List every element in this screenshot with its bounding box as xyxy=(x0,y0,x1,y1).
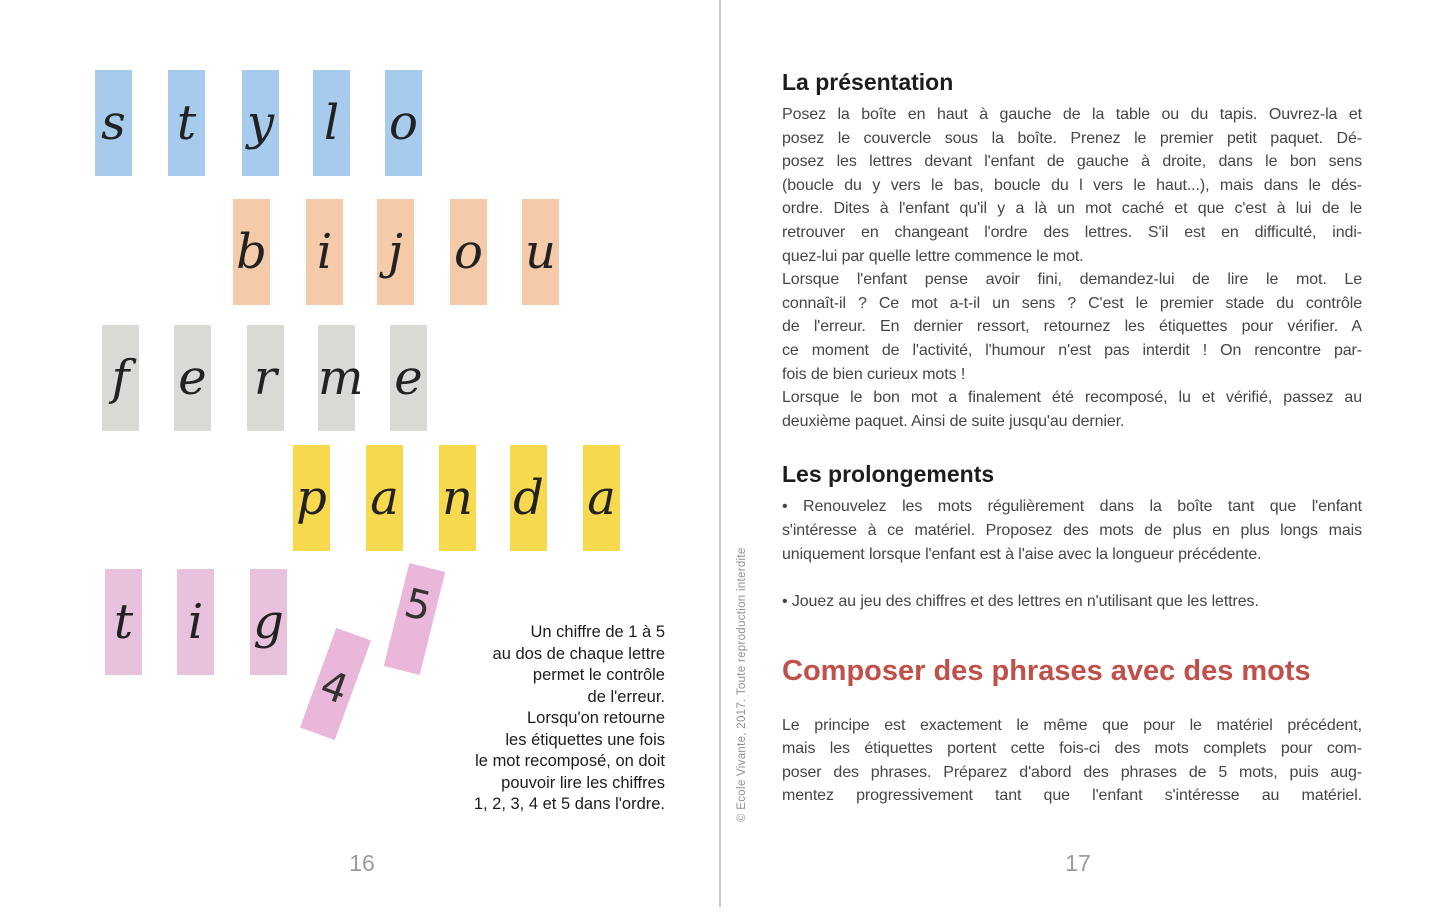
letter-glyph-m: m xyxy=(318,350,364,406)
page-divider xyxy=(719,0,721,907)
letter-tile-t xyxy=(105,569,142,675)
caption-line: permet le contrôle xyxy=(532,666,665,684)
text-line: poser des phrases. Préparez d'abord des phrases de 5 mots, puis aug- xyxy=(782,763,1362,781)
text-line: ce moment de l'activité, l'humour n'est pas interdit ! On rencontre par- xyxy=(782,341,1362,359)
text-line: mentez progressivement tant que l'enfant s'intéresse au matériel. xyxy=(782,787,1362,805)
digit-glyph-5: 5 xyxy=(399,580,436,631)
letter-tile-e xyxy=(390,325,427,431)
paragraph-block xyxy=(782,495,1362,566)
letter-tile-u xyxy=(522,199,559,305)
letter-glyph-d: d xyxy=(513,470,544,526)
letter-glyph-u: u xyxy=(525,224,556,280)
letter-tile-s xyxy=(95,70,132,176)
text-line: fois de bien curieux mots ! xyxy=(782,365,966,383)
letter-tile-a xyxy=(583,445,620,551)
text-line: Le principe est exactement le même que pour le matériel précédent, xyxy=(782,716,1362,734)
text-line: posez le couvercle sous la boîte. Prenez le premier petit paquet. Dé- xyxy=(782,129,1362,147)
text-line: s'intéresse à ce matériel. Proposez des mots de plus en plus longs mais xyxy=(782,521,1362,539)
paragraph-block xyxy=(782,103,1362,433)
letter-glyph-l: l xyxy=(323,95,340,151)
letter-glyph-g: g xyxy=(253,594,284,650)
letter-tile-j xyxy=(377,199,414,305)
letter-tile-p xyxy=(293,445,330,551)
letter-tile-b xyxy=(233,199,270,305)
paragraph-block xyxy=(782,590,1362,614)
letter-glyph-e: e xyxy=(178,350,207,406)
text-line: mais les étiquettes portent cette fois-ci des mots complets pour com- xyxy=(782,740,1362,758)
page-number-left: 16 xyxy=(349,850,375,876)
letter-tile-o xyxy=(385,70,422,176)
letter-glyph-i: i xyxy=(187,594,204,650)
letter-tile-d xyxy=(510,445,547,551)
letter-tile-m xyxy=(318,325,364,431)
letter-tile-o xyxy=(450,199,487,305)
letter-tile-l xyxy=(313,70,350,176)
text-line: connaît-il ? Ce mot a-t-il un sens ? C'est le premier stade du contrôle xyxy=(782,294,1362,312)
text-line: Lorsque l'enfant pense avoir fini, demandez-lui de lire le mot. Le xyxy=(782,271,1362,289)
letter-glyph-o: o xyxy=(389,95,418,151)
text-line: Lorsque le bon mot a finalement été recomposé, lu et vérifié, passez au xyxy=(782,389,1362,407)
tile-caption xyxy=(390,622,665,816)
letter-glyph-y: y xyxy=(246,95,275,151)
letter-glyph-i: i xyxy=(316,224,333,280)
letter-tile-y xyxy=(242,70,279,176)
letter-tile-f xyxy=(102,325,139,431)
caption-line: 1, 2, 3, 4 et 5 dans l'ordre. xyxy=(473,795,665,813)
section-heading: Composer des phrases avec des mots xyxy=(782,654,1311,687)
letter-glyph-j: j xyxy=(388,224,403,280)
caption-line: au dos de chaque lettre xyxy=(492,644,665,663)
text-line: posez les lettres devant l'enfant de gauche à droite, dans le bon sens xyxy=(782,153,1362,171)
letter-tile-4 xyxy=(300,628,371,740)
right-page-text-column xyxy=(782,68,1362,808)
text-line: de l'erreur. En dernier ressort, retournez les étiquettes pour vérifier. A xyxy=(782,318,1362,336)
letter-glyph-t: t xyxy=(113,594,134,650)
section-heading: Les prolongements xyxy=(782,461,995,488)
letter-glyph-p: p xyxy=(296,470,327,526)
caption-line: de l'erreur. xyxy=(587,687,665,706)
caption-line: Lorsqu'on retourne xyxy=(527,709,665,727)
letter-glyph-a: a xyxy=(587,470,616,526)
text-line: (boucle du y vers le bas, boucle du l vers le haut...), mais dans le dés- xyxy=(782,176,1362,194)
letter-glyph-b: b xyxy=(236,224,267,280)
section-heading: La présentation xyxy=(782,69,954,95)
letter-glyph-t: t xyxy=(176,95,197,151)
copyright-vertical-text: © Ecole Vivante, 2017. Toute reproduction interdite xyxy=(736,547,748,822)
caption-line: le mot recomposé, on doit xyxy=(475,752,665,770)
letter-glyph-n: n xyxy=(442,470,473,526)
letter-tile-a xyxy=(366,445,403,551)
letter-glyph-a: a xyxy=(370,470,399,526)
page-number-right: 17 xyxy=(1065,850,1091,876)
letter-tile-g xyxy=(250,569,287,675)
caption-line: Un chiffre de 1 à 5 xyxy=(530,623,665,641)
letter-tile-i xyxy=(177,569,214,675)
letter-tile-i xyxy=(306,199,343,305)
letter-tile-e xyxy=(174,325,211,431)
letter-tile-t xyxy=(168,70,205,176)
text-line: retrouver en changeant l'ordre des lettres. S'il est en difficulté, indi- xyxy=(782,223,1362,241)
text-line: quez-lui par quelle lettre commence le mot. xyxy=(782,247,1084,265)
caption-line: pouvoir lire les chiffres xyxy=(501,773,665,792)
text-line: • Jouez au jeu des chiffres et des lettres en n'utilisant que les lettres. xyxy=(782,593,1259,611)
text-line: uniquement lorsque l'enfant est à l'aise avec la longueur précédente. xyxy=(782,545,1262,563)
letter-glyph-o: o xyxy=(454,224,483,280)
text-line: ordre. Dites à l'enfant qu'il y a là un mot caché et que c'est à lui de le xyxy=(782,200,1362,218)
letter-glyph-e: e xyxy=(394,350,423,406)
letter-tile-r xyxy=(247,325,284,431)
text-line: deuxième paquet. Ainsi de suite jusqu'au dernier. xyxy=(782,412,1125,430)
text-line: Posez la boîte en haut à gauche de la table ou du tapis. Ouvrez-la et xyxy=(782,106,1362,123)
text-line: • Renouvelez les mots régulièrement dans la boîte tant que l'enfant xyxy=(782,498,1362,516)
letter-tile-n xyxy=(439,445,476,551)
caption-line: les étiquettes une fois xyxy=(505,730,665,749)
letter-glyph-f: f xyxy=(111,350,130,406)
letter-glyph-s: s xyxy=(101,95,126,151)
paragraph-block xyxy=(782,714,1362,808)
digit-glyph-4: 4 xyxy=(314,661,354,714)
letter-glyph-r: r xyxy=(254,350,277,406)
